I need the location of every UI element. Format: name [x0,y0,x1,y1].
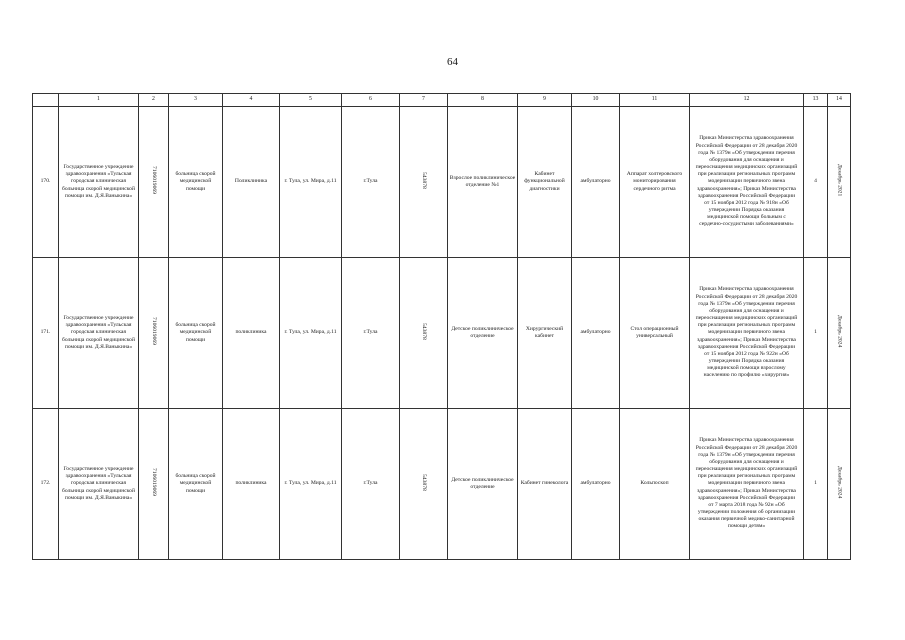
address: г. Тула, ул. Мира, д.11 [280,409,342,560]
equipment-name: Кольпоскоп [620,409,690,560]
table-row [33,107,851,258]
organization-name: Государственное учреждение здравоохранения «Тульская городская клиническая больница скорой медицинской помощи им. Д.Я.Ваныкина» [59,107,139,258]
oktmo-code: 543878 [421,172,428,189]
code-cell [400,107,448,258]
oktmo-code: 543878 [421,323,428,340]
row-number: 170. [33,107,59,258]
row-number: 172. [33,409,59,560]
city: г.Тула [342,258,400,409]
equipment-name: Стол операционный универсальный [620,258,690,409]
delivery-date: Декабрь 2024 [836,315,843,348]
header-cell: 10 [572,94,620,107]
unit-name: Поликлиника [223,107,280,258]
header-cell: 13 [804,94,828,107]
header-cell: 1 [59,94,139,107]
oktmo-code: 543878 [421,474,428,491]
header-cell: 8 [448,94,518,107]
quantity: 4 [804,107,828,258]
code-cell [400,258,448,409]
city: г.Тула [342,409,400,560]
equipment-name: Аппарат холтеровского мониторирования сердечного ритма [620,107,690,258]
facility-type: больница скорой медицинской помощи [169,258,223,409]
legal-basis: Приказ Министерства здравоохранения Российской Федерации от 28 декабря 2020 года № 1379н «Об утверждении перечня оборудования для оснащения и переоснащения медицинских организаций при реализации региональных программ модернизации первичного звена здравоохранения»; Приказ Министерства здравоохранения Российской Федерации от 7 марта 2018 года № 92н «Об утверждении положения об организации оказания первичной медико-санитарной помощи детям» [690,409,804,560]
legal-basis: Приказ Министерства здравоохранения Российской Федерации от 28 декабря 2020 года № 1379н «Об утверждении перечня оборудования для оснащения и переоснащения медицинских организаций при реализации региональных программ модернизации первичного звена здравоохранения»; Приказ Министерства здравоохранения Российской Федерации от 15 ноября 2012 года № 918н «Об утверждении Порядка оказания медицинской помощи больным с сердечно-сосудистыми заболеваниями» [690,107,804,258]
header-cell: 3 [169,94,223,107]
row-number: 171. [33,258,59,409]
header-cell: 9 [518,94,572,107]
city: г.Тула [342,107,400,258]
code-cell [400,409,448,560]
header-cell: 5 [280,94,342,107]
quantity: 1 [804,409,828,560]
header-cell: 7 [400,94,448,107]
department: Детское поликлиническое отделение [448,258,518,409]
delivery-date: Декабрь 2021 [836,164,843,197]
department: Детское поликлиническое отделение [448,409,518,560]
inn-cell [139,258,169,409]
department: Взрослое поликлиническое отделение №1 [448,107,518,258]
header-row [33,94,851,107]
quantity: 1 [804,258,828,409]
header-cell: 11 [620,94,690,107]
date-cell [828,258,851,409]
organization-name: Государственное учреждение здравоохранения «Тульская городская клиническая больница скорой медицинской помощи им. Д.Я.Ваныкина» [59,409,139,560]
cabinet: Хирургический кабинет [518,258,572,409]
table-row [33,258,851,409]
address: г. Тула, ул. Мира, д.11 [280,107,342,258]
facility-type: больница скорой медицинской помощи [169,409,223,560]
care-type: амбулаторно [572,258,620,409]
unit-name: поликлиника [223,258,280,409]
header-cell: 4 [223,94,280,107]
inn-code: 7106019069 [151,166,158,195]
organization-name: Государственное учреждение здравоохранения «Тульская городская клиническая больница скорой медицинской помощи им. Д.Я.Ваныкина» [59,258,139,409]
cabinet: Кабинет функциональной диагностики [518,107,572,258]
facility-type: больница скорой медицинской помощи [169,107,223,258]
header-cell: 12 [690,94,804,107]
date-cell [828,409,851,560]
inn-code: 7106019069 [151,468,158,497]
care-type: амбулаторно [572,409,620,560]
equipment-table [32,93,851,560]
header-cell: 6 [342,94,400,107]
care-type: амбулаторно [572,107,620,258]
cabinet: Кабинет гинеколога [518,409,572,560]
inn-code: 7106019069 [151,317,158,346]
delivery-date: Декабрь 2024 [836,466,843,499]
inn-cell [139,409,169,560]
header-cell: 2 [139,94,169,107]
header-cell [33,94,59,107]
page-number: 64 [447,56,458,68]
table-row [33,409,851,560]
header-cell: 14 [828,94,851,107]
inn-cell [139,107,169,258]
legal-basis: Приказ Министерства здравоохранения Российской Федерации от 28 декабря 2020 года № 1379н «Об утверждении перечня оборудования для оснащения и переоснащения медицинских организаций при реализации региональных программ модернизации первичного звена здравоохранения»; Приказ Министерства здравоохранения Российской Федерации от 15 ноября 2012 года № 922н «Об утверждении Порядка оказания медицинской помощи взрослому населению по профилю «хирургия» [690,258,804,409]
date-cell [828,107,851,258]
address: г. Тула, ул. Мира, д.11 [280,258,342,409]
unit-name: поликлиника [223,409,280,560]
